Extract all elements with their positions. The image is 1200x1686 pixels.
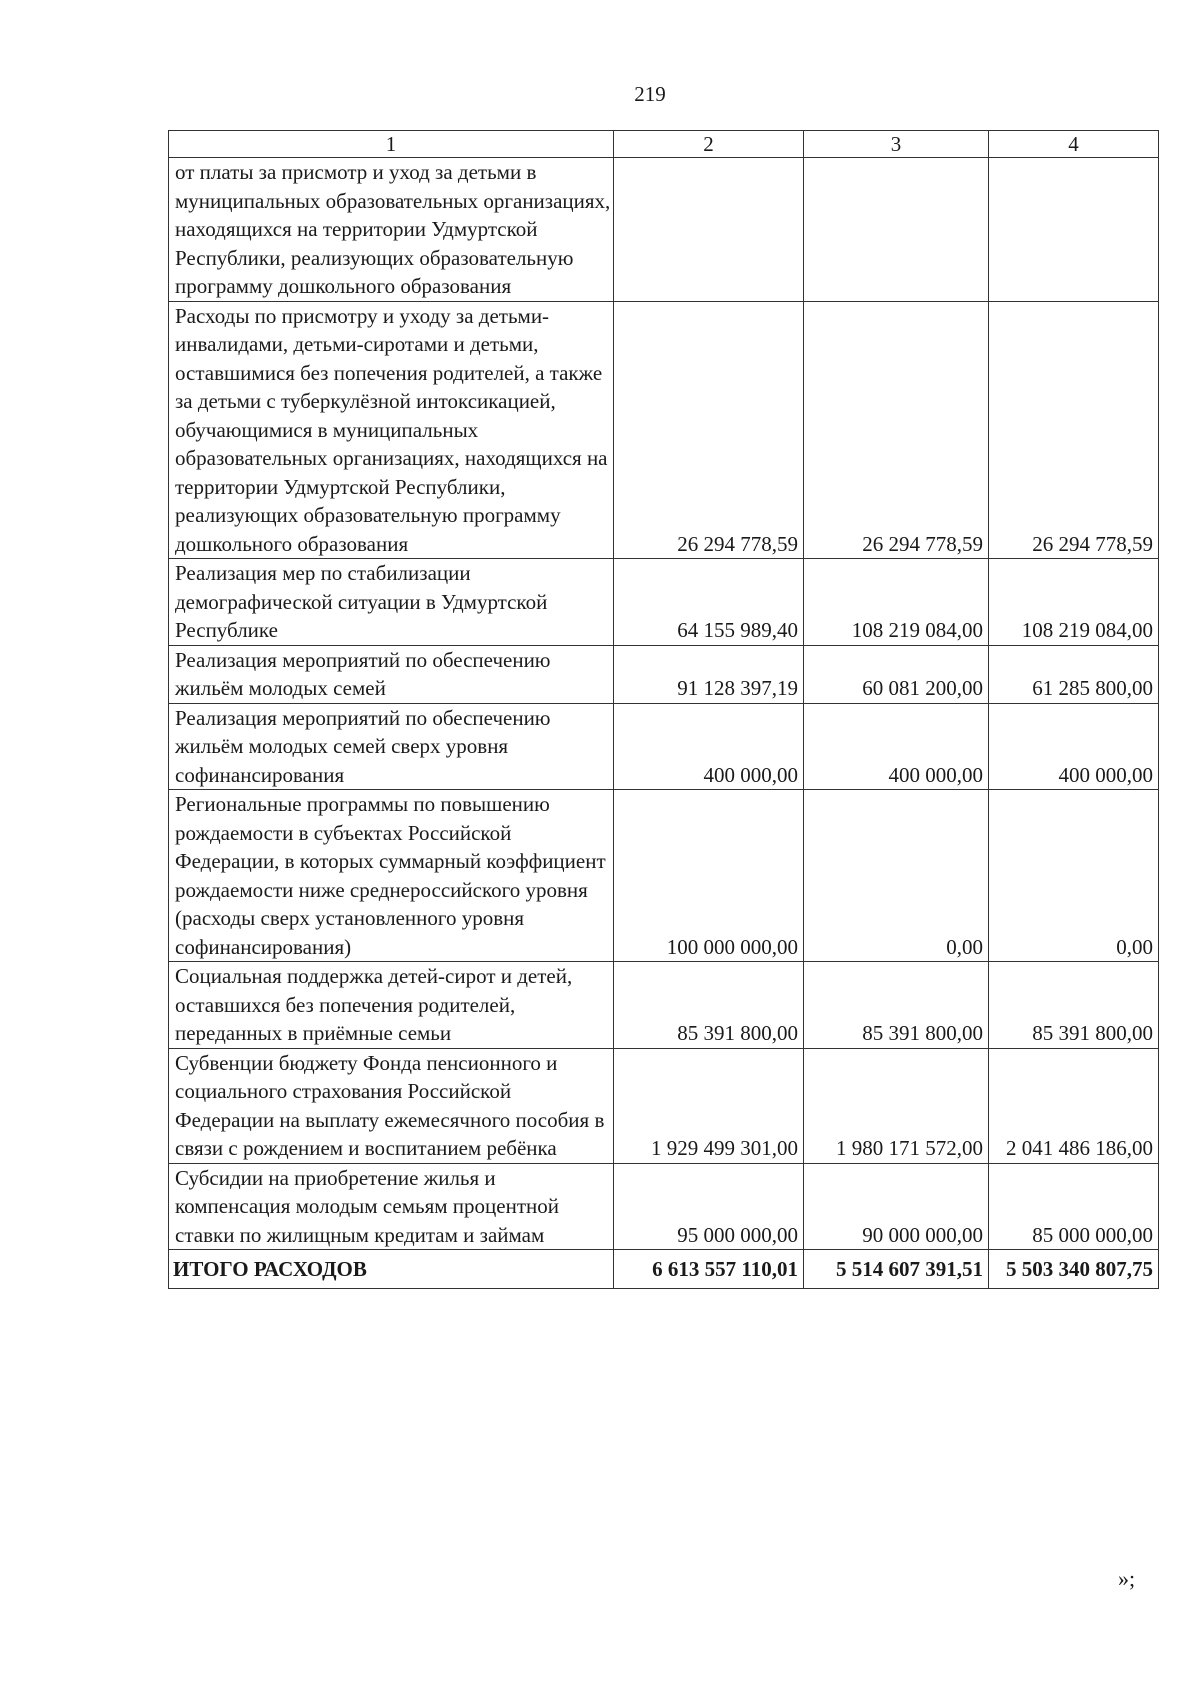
row-description: Субвенции бюджету Фонда пенсионного и социального страхования Российской Федерации на выплату ежемесячного пособия в связи с рождением и воспитанием ребёнка — [169, 1048, 614, 1163]
page-number: 219 — [634, 82, 666, 106]
column-header-4: 4 — [989, 131, 1159, 158]
value-col-4: 26 294 778,59 — [989, 301, 1159, 559]
table-row — [169, 559, 1159, 646]
total-row — [169, 1250, 1159, 1289]
value-col-4: 2 041 486 186,00 — [989, 1048, 1159, 1163]
value-col-3: 60 081 200,00 — [804, 645, 989, 703]
value-col-3: 1 980 171 572,00 — [804, 1048, 989, 1163]
value-col-4: 108 219 084,00 — [989, 559, 1159, 646]
value-col-2: 26 294 778,59 — [614, 301, 804, 559]
value-col-4: 85 391 800,00 — [989, 962, 1159, 1049]
table-row — [169, 962, 1159, 1049]
budget-table — [168, 130, 1159, 1289]
row-description: Реализация мер по стабилизации демографической ситуации в Удмуртской Республике — [169, 559, 614, 646]
value-col-4: 85 000 000,00 — [989, 1163, 1159, 1250]
column-header-1: 1 — [169, 131, 614, 158]
table-row — [169, 1163, 1159, 1250]
row-description: от платы за присмотр и уход за детьми в муниципальных образовательных организациях, находящихся на территории Удмуртской Республики, реализующих образовательную программу дошкольного образования — [169, 158, 614, 302]
value-col-4: 61 285 800,00 — [989, 645, 1159, 703]
value-col-2 — [614, 158, 804, 302]
table-row — [169, 790, 1159, 962]
row-description: Социальная поддержка детей-сирот и детей, оставшихся без попечения родителей, переданных в приёмные семьи — [169, 962, 614, 1049]
value-col-4: 0,00 — [989, 790, 1159, 962]
row-description: Реализация мероприятий по обеспечению жильём молодых семей сверх уровня софинансирования — [169, 703, 614, 790]
value-col-3: 90 000 000,00 — [804, 1163, 989, 1250]
total-col-4: 5 503 340 807,75 — [989, 1250, 1159, 1289]
row-description: Региональные программы по повышению рождаемости в субъектах Российской Федерации, в которых суммарный коэффициент рождаемости ниже среднероссийского уровня (расходы сверх установленного уровня софинансирования) — [169, 790, 614, 962]
row-description: Расходы по присмотру и уходу за детьми-инвалидами, детьми-сиротами и детьми, оставшимися без попечения родителей, а также за детьми с туберкулёзной интоксикацией, обучающимися в муниципальных образовательных организациях, находящихся на территории Удмуртской Республики, реализующих образовательную программу дошкольного образования — [169, 301, 614, 559]
value-col-3 — [804, 158, 989, 302]
value-col-4: 400 000,00 — [989, 703, 1159, 790]
value-col-3: 0,00 — [804, 790, 989, 962]
value-col-3: 85 391 800,00 — [804, 962, 989, 1049]
table-row — [169, 645, 1159, 703]
table-row — [169, 301, 1159, 559]
row-description: Субсидии на приобретение жилья и компенсация молодым семьям процентной ставки по жилищным кредитам и займам — [169, 1163, 614, 1250]
value-col-2: 64 155 989,40 — [614, 559, 804, 646]
closing-quote-mark: »; — [1118, 1566, 1136, 1591]
total-label: ИТОГО РАСХОДОВ — [169, 1250, 614, 1289]
value-col-3: 108 219 084,00 — [804, 559, 989, 646]
value-col-2: 1 929 499 301,00 — [614, 1048, 804, 1163]
value-col-2: 400 000,00 — [614, 703, 804, 790]
total-col-2: 6 613 557 110,01 — [614, 1250, 804, 1289]
value-col-2: 91 128 397,19 — [614, 645, 804, 703]
value-col-4 — [989, 158, 1159, 302]
column-header-2: 2 — [614, 131, 804, 158]
value-col-2: 100 000 000,00 — [614, 790, 804, 962]
value-col-3: 26 294 778,59 — [804, 301, 989, 559]
table-row — [169, 158, 1159, 302]
total-col-3: 5 514 607 391,51 — [804, 1250, 989, 1289]
value-col-3: 400 000,00 — [804, 703, 989, 790]
table-row — [169, 703, 1159, 790]
row-description: Реализация мероприятий по обеспечению жильём молодых семей — [169, 645, 614, 703]
value-col-2: 85 391 800,00 — [614, 962, 804, 1049]
table-header-row — [169, 131, 1159, 158]
column-header-3: 3 — [804, 131, 989, 158]
value-col-2: 95 000 000,00 — [614, 1163, 804, 1250]
table-row — [169, 1048, 1159, 1163]
